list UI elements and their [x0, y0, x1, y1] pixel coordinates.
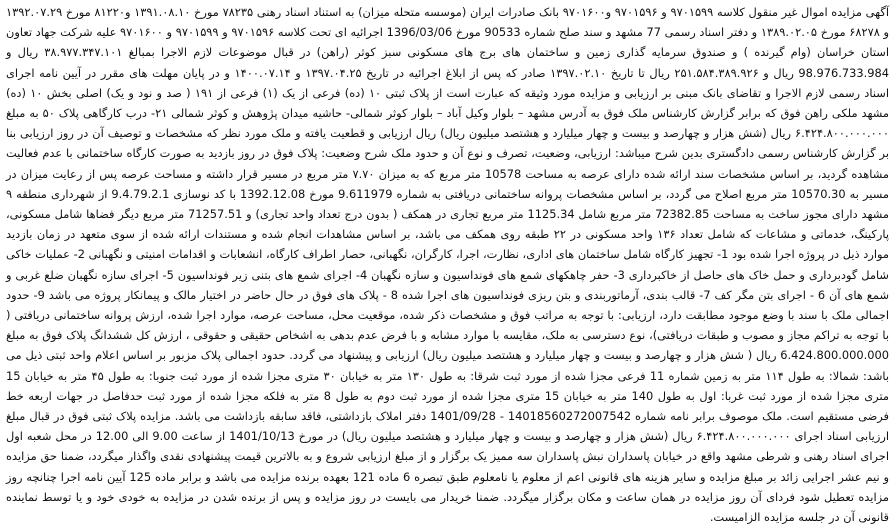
auction-notice-text: آگهی مزایده اموال غیر منقول کلاسه ۹۷۰۱۵۹۹ و ۹۷۰۱۵۹۶ و۹۷۰۱۶۰۰ بانک صادرات ایران (موسسه متحله میزان) به استناد اسناد رهنی ۷۸۲۳۵ مورخ ۱۳۹۱.۰۸.۱۰ و۸۱۲۲۰ مورخ ۱۳۹۲.۰۷.۲۹ و ۶۸۲۷۸ مورخ ۱۳۸۹.۰۲.۰۵ و دفتر اسناد رسمی 77 مشهد و سند صلح شماره 90533 مورخ 1396/03/06 اجرائیه ای تحت کلاسه ۹۷۰۱۵۹۶ و ۹۷۰۱۵۹۹ و ۹۷۰۱۶۰۰ علیه شرکت جهاد تعاون استان خراسان (وام گیرنده ) و صندوق سرمایه گذاری زمین و ساختمان های برج های مسکونی سبز کوثر (راهن) در قبال موضوعات لازم الاجرا بمبالغ ۳۸.۹۷۷.۳۴۷.۱۰۱ ریال و 98.976.733.984 ریال و ۲۵۱.۵۸۴.۳۸۹.۹۲۶ ریال تا تاریخ ۱۳۹۷.۰۲.۱۰ صادر که پس از ابلاغ اجرائیه در تاریخ ۱۳۹۷.۰۴.۲۵ و ۱۴۰۰.۰۷.۱۴ و در پایان مهلت های مقرر در آیین نامه اجرای اسناد رسمی لازم الاجرا و تقاضای بانک مبنی بر ارزیابی و مزایده مورد وثیقه که عبارت است از پلاک ثبتی ۱۰ (ده) فرعی از یک (۱) فرعی از ۱۹۱ ( صد و نود و یک) اصلی بخش ۱۰ (ده) مشهد ملکی راهن فوق که برابر گزارش کارشناس ملک فوق به آدرس مشهد – بلوار وکیل آباد – بلوار کوثر شمالی- حاشیه میدان پژوهش و کوثر شمالی ۲۱- درب کارگاهی پلاک ۵۰ به مبلغ ۶.۴۲۴.۸۰۰.۰۰۰.۰۰۰ ریال (شش هزار و چهارصد و بیست و چهار میلیارد و هشتصد میلیون ریال) ریال ارزیابی و قطعیت یافته و ملک مورد نظر که مشخصات و توصیف آن در روز ارزیابی بنا بر گزارش کارشناس رسمی دادگستری بدین شرح میباشد: ارزیابی، وضعیت، تصرف و نوع آن و حدود ملک شرح وضعیت: پلاک فوق در روز بازدید به صورت کارگاه ساختمانی با عدم فعالیت مشاهده گردید، بر اساس مشخصات سند ارائه شده دارای عرصه به مساحت 10578 متر مربع که به میزان ۷.۷۰ متر مربع در مسیر قرار داشته و مساحت عرصه پس از رعایت میزان در مسیر به 10570.30 متر مربع اصلاح می گردد، بر اساس مشخصات پروانه ساختمانی دریافتی به شماره 9.611979 مورخ 1392.12.08 با کد نوسازی 9.4.79.2.1 از شهرداری منطقه ۹ مشهد دارای مجوز ساخت به مساحت 72382.85 متر مربع شامل 1125.34 متر مربع تجاری در همکف ( بدون درج تعداد واحد تجاری) و 71257.51 متر مربع دیگر فضاها شامل مسکونی، پارکینگ، خدماتی و مشاعات که شامل تعداد ۱۳۶ واحد مسکونی در ۲۲ طبقه روی همکف می باشد، بر اساس مشاهدات انجام شده و مستندات ارائه شده از سوی متعهد در زمان بازدید موارد ذیل در پروژه اجرا شده بود 1- تجهیز کارگاه شامل ساختمان های اداری، نظارت، اجرا، کارگران، نگهبانی، حصار اطراف کارگاه، انشعابات و اقدامات امنیتی و نگهبانی 2- عملیات خاکی شامل گودبرداری و حمل خاک های حاصل از خاکبرداری 3- حفر چاهکهای شمع های فونداسیون و سازه نگهبان 4- اجرای شمع های بتنی زیر فونداسیون 5- اجرای سازه نگهبان ضلع غربی و شمع های آن 6 - اجرای بتن مگر کف 7- قالب بندی، آرماتوربندی و بتن ریزی فونداسیون های اجرا شده 8 - پلاک های فوق در حال حاضر در اختیار مالک و پیمانکار پروژه می باشد 9- حدود اجمالی ملک با سند با وضع موجود مطابقت دارد، ارزیابی: با توجه به مراتب فوق و مشخصات ذکر شده، موقعیت محل، مساحت عرصه، موارد اجرا شده، ارزش پروانه ساختمانی دریافتی ( با توجه به تراکم مجاز و مصوب و طبقات دریافتی)، نوع دسترسی به ملک، مقایسه با موارد مشابه و با فرض عدم بدهی به اشخاص حقیقی و حقوقی ، ارزش کل ششدانگ پلاک فوق به مبلغ 6.424.800.000.000 ریال ( شش هزار و چهارصد و بیست و چهار میلیارد و هشتصد میلیون ریال) ارزیابی و پیشنهاد می گردد. حدود اجمالی پلاک مزبور بر اساس اعلام واحد ثبتی ذیل می باشد: شمالا: به طول ۱۱۴ متر به زمین شماره 11 فرعی مجزا شده از مورد ثبت شرقا: به طول ۱۳۰ متر به خیابان ۳۰ متری مجزا شده از مورد ثبت جنوبا: به طول ۴۵ متر به خیابان 15 متری مجزا شده از مورد ثبت غربا: اول به طول 140 متر به خیابان 15 متری مجزا شده از مورد ثبت دوم به طول 8 متر به فلکه مجزا شده از مورد ثبت حدفاصل در جهات اربعه خط فرضی مستقیم است. ملک موصوف برابر نامه شماره 14018560272007542 - 1401/09/28 دفتر املاک بازداشتی، فاقد سابقه بازداشت می باشد. مزایده پلاک ثبتی فوق در قبال مبلغ ارزیابی اسناد اجرای ۶.۴۲۴.۸۰۰.۰۰۰.۰۰۰ ریال (شش هزار و چهارصد و بیست و چهار میلیارد و هشتصد میلیون ریال) در مورخ 1401/10/13 از ساعت 9.00 الی 12.00 در محل شعبه اول اجرای اسناد رهنی و شرطی مشهد واقع در خیابان پاسداران نبش پاسداران سه ممیز یک برگزار و از مبلغ ارزیابی شروع و به بالاترین قیمت پیشنهادی نقدی واگذار میگردد، ضمنا حق مزایده و نیم عشر اجرایی زائد بر مبلغ مزایده و سایر هزینه های قانونی اعم از معلوم یا نامعلوم طبق تبصره 6 ماده 121 بعهده برنده مزایده می باشد و برابر ماده 125 آیین نامه اجرا چنانچه روز مزایده تعطیل شود فردای آن روز مزایده در همان ساعت و مکان برگزار میگردد. ضمنا خریدار می بایست در روز مزایده و پس از برنده شدن در مزایده به خودی خود و یا توسط نماینده قانونی آن در جلسه مزایده الزامیست.	[6, 5, 890, 525]
